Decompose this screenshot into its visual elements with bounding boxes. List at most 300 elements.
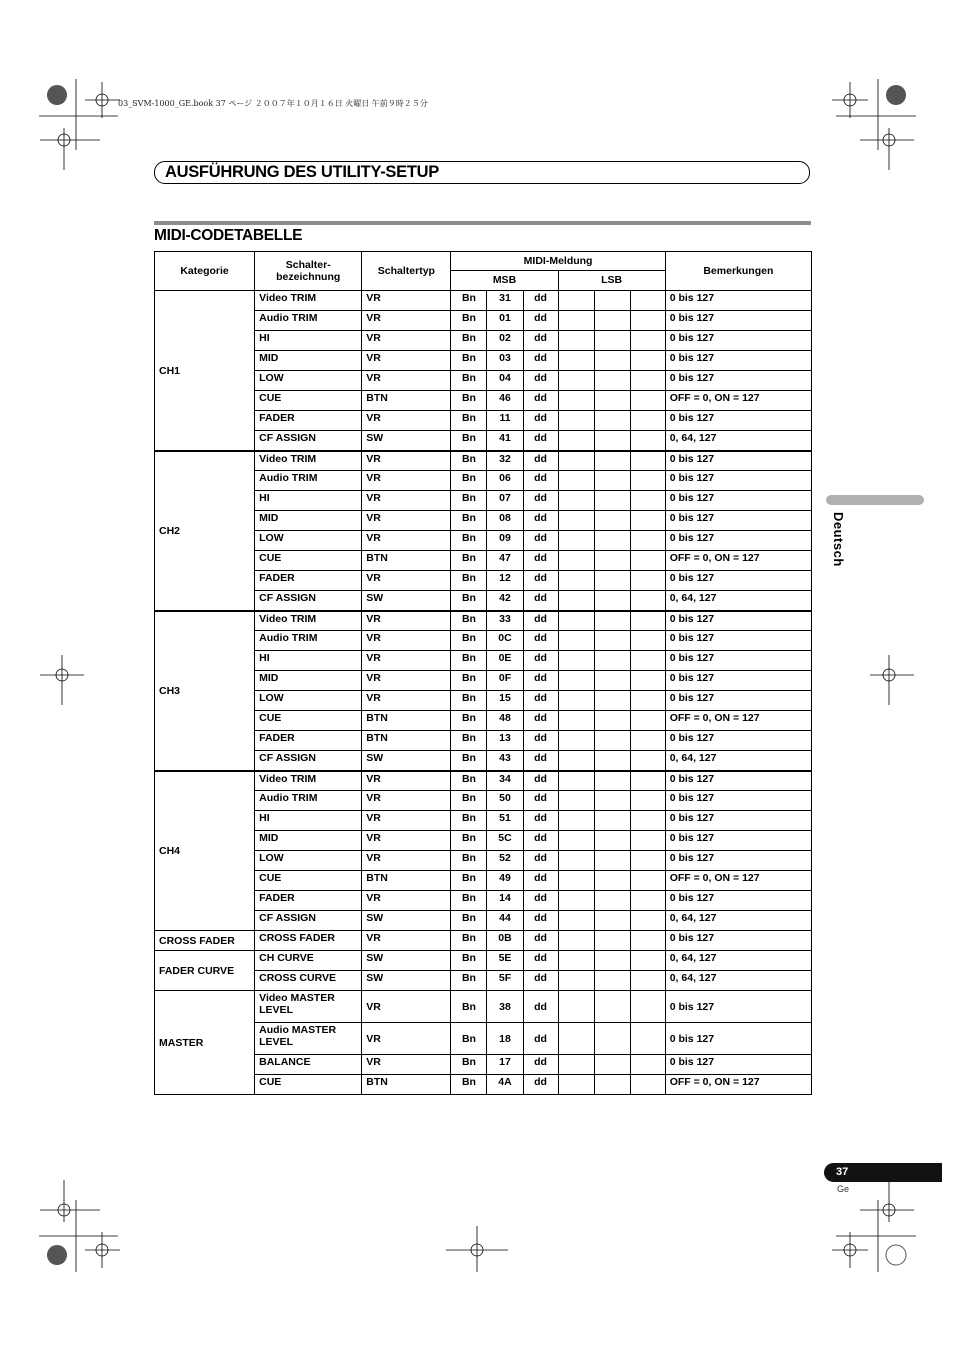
lsb-cell-1: [558, 911, 594, 931]
table-row: [155, 771, 812, 791]
msb-data-cell: dd: [523, 1055, 558, 1075]
lsb-cell-3: [630, 471, 665, 491]
remark-cell: 0 bis 127: [665, 531, 811, 551]
msb-code-cell: 48: [487, 711, 523, 731]
lsb-cell-3: [630, 1075, 665, 1095]
lsb-cell-2: [594, 451, 630, 471]
switch-type-cell: VR: [362, 851, 451, 871]
section-title: MIDI-CODETABELLE: [154, 227, 303, 244]
switch-type-cell: VR: [362, 351, 451, 371]
lsb-cell-1: [558, 411, 594, 431]
msb-data-cell: dd: [523, 571, 558, 591]
remark-cell: 0 bis 127: [665, 311, 811, 331]
msb-status-cell: Bn: [451, 371, 487, 391]
switch-type-cell: BTN: [362, 1075, 451, 1095]
switch-type-cell: SW: [362, 751, 451, 771]
remark-cell: 0 bis 127: [665, 511, 811, 531]
lsb-cell-2: [594, 991, 630, 1023]
lsb-cell-3: [630, 591, 665, 611]
msb-status-cell: Bn: [451, 1075, 487, 1095]
msb-data-cell: dd: [523, 311, 558, 331]
msb-code-cell: 5F: [487, 971, 523, 991]
msb-code-cell: 13: [487, 731, 523, 751]
lsb-cell-1: [558, 871, 594, 891]
msb-data-cell: dd: [523, 691, 558, 711]
msb-code-cell: 31: [487, 291, 523, 311]
msb-code-cell: 03: [487, 351, 523, 371]
switch-type-cell: VR: [362, 331, 451, 351]
lsb-cell-1: [558, 371, 594, 391]
msb-data-cell: dd: [523, 551, 558, 571]
msb-status-cell: Bn: [451, 691, 487, 711]
lsb-cell-1: [558, 471, 594, 491]
remark-cell: OFF = 0, ON = 127: [665, 871, 811, 891]
remark-cell: 0 bis 127: [665, 691, 811, 711]
msb-data-cell: dd: [523, 411, 558, 431]
lsb-cell-3: [630, 331, 665, 351]
lsb-cell-2: [594, 911, 630, 931]
msb-code-cell: 07: [487, 491, 523, 511]
switch-name-cell: CROSS FADER: [255, 931, 362, 951]
header-msb: MSB: [451, 271, 558, 291]
switch-name-cell: LOW: [255, 851, 362, 871]
lsb-cell-1: [558, 351, 594, 371]
msb-status-cell: Bn: [451, 831, 487, 851]
switch-name-cell: CUE: [255, 711, 362, 731]
msb-code-cell: 4A: [487, 1075, 523, 1095]
lsb-cell-3: [630, 871, 665, 891]
lsb-cell-1: [558, 891, 594, 911]
switch-name-cell: CH CURVE: [255, 951, 362, 971]
lsb-cell-2: [594, 471, 630, 491]
lsb-cell-1: [558, 851, 594, 871]
msb-code-cell: 09: [487, 531, 523, 551]
msb-data-cell: dd: [523, 951, 558, 971]
msb-code-cell: 0F: [487, 671, 523, 691]
remark-cell: 0 bis 127: [665, 991, 811, 1023]
msb-code-cell: 5C: [487, 831, 523, 851]
msb-status-cell: Bn: [451, 331, 487, 351]
category-cell: CH2: [155, 451, 255, 611]
table-body: [155, 291, 812, 1095]
lsb-cell-1: [558, 691, 594, 711]
remark-cell: OFF = 0, ON = 127: [665, 1075, 811, 1095]
switch-name-cell: CUE: [255, 1075, 362, 1095]
category-cell: CH3: [155, 611, 255, 771]
msb-status-cell: Bn: [451, 991, 487, 1023]
lsb-cell-3: [630, 651, 665, 671]
msb-code-cell: 33: [487, 611, 523, 631]
lsb-cell-1: [558, 391, 594, 411]
msb-status-cell: Bn: [451, 851, 487, 871]
lsb-cell-1: [558, 791, 594, 811]
remark-cell: 0 bis 127: [665, 611, 811, 631]
msb-code-cell: 18: [487, 1023, 523, 1055]
msb-code-cell: 08: [487, 511, 523, 531]
switch-type-cell: SW: [362, 971, 451, 991]
switch-name-cell: FADER: [255, 891, 362, 911]
switch-type-cell: VR: [362, 611, 451, 631]
lsb-cell-2: [594, 891, 630, 911]
switch-name-cell: LOW: [255, 691, 362, 711]
header-lsb: LSB: [558, 271, 665, 291]
msb-status-cell: Bn: [451, 931, 487, 951]
lsb-cell-1: [558, 311, 594, 331]
lsb-cell-3: [630, 391, 665, 411]
lsb-cell-2: [594, 331, 630, 351]
switch-name-cell: Audio MASTER LEVEL: [255, 1023, 362, 1055]
msb-status-cell: Bn: [451, 491, 487, 511]
switch-name-cell: FADER: [255, 571, 362, 591]
lsb-cell-3: [630, 571, 665, 591]
lsb-cell-3: [630, 831, 665, 851]
msb-status-cell: Bn: [451, 571, 487, 591]
lsb-cell-1: [558, 591, 594, 611]
switch-type-cell: VR: [362, 311, 451, 331]
remark-cell: 0 bis 127: [665, 851, 811, 871]
switch-name-cell: FADER: [255, 411, 362, 431]
msb-data-cell: dd: [523, 971, 558, 991]
switch-type-cell: BTN: [362, 711, 451, 731]
switch-type-cell: VR: [362, 491, 451, 511]
switch-name-cell: BALANCE: [255, 1055, 362, 1075]
table-row: [155, 991, 812, 1023]
table-row: [155, 451, 812, 471]
remark-cell: 0 bis 127: [665, 771, 811, 791]
switch-type-cell: SW: [362, 951, 451, 971]
remark-cell: 0 bis 127: [665, 471, 811, 491]
language-tab-bar: [826, 495, 924, 505]
msb-code-cell: 5E: [487, 951, 523, 971]
switch-type-cell: VR: [362, 511, 451, 531]
msb-data-cell: dd: [523, 491, 558, 511]
header-kategorie: Kategorie: [155, 252, 255, 291]
remark-cell: 0, 64, 127: [665, 911, 811, 931]
msb-status-cell: Bn: [451, 431, 487, 451]
msb-data-cell: dd: [523, 531, 558, 551]
msb-status-cell: Bn: [451, 891, 487, 911]
msb-data-cell: dd: [523, 711, 558, 731]
lsb-cell-1: [558, 811, 594, 831]
switch-name-cell: Video TRIM: [255, 291, 362, 311]
lsb-cell-1: [558, 1023, 594, 1055]
lsb-cell-3: [630, 611, 665, 631]
table-row: [155, 611, 812, 631]
msb-code-cell: 06: [487, 471, 523, 491]
msb-code-cell: 01: [487, 311, 523, 331]
lsb-cell-1: [558, 971, 594, 991]
lsb-cell-1: [558, 771, 594, 791]
switch-type-cell: SW: [362, 591, 451, 611]
remark-cell: 0 bis 127: [665, 631, 811, 651]
header-schalterbezeichnung: Schalter- bezeichnung: [255, 252, 362, 291]
msb-code-cell: 41: [487, 431, 523, 451]
switch-name-cell: HI: [255, 651, 362, 671]
lsb-cell-3: [630, 631, 665, 651]
switch-type-cell: VR: [362, 931, 451, 951]
category-cell: CH1: [155, 291, 255, 451]
lsb-cell-3: [630, 451, 665, 471]
lsb-cell-2: [594, 811, 630, 831]
remark-cell: 0 bis 127: [665, 671, 811, 691]
switch-type-cell: BTN: [362, 731, 451, 751]
remark-cell: 0, 64, 127: [665, 591, 811, 611]
page-number-tab: [824, 1163, 942, 1182]
remark-cell: 0 bis 127: [665, 831, 811, 851]
msb-status-cell: Bn: [451, 351, 487, 371]
lsb-cell-3: [630, 771, 665, 791]
msb-code-cell: 46: [487, 391, 523, 411]
msb-code-cell: 04: [487, 371, 523, 391]
msb-data-cell: dd: [523, 931, 558, 951]
lsb-cell-2: [594, 951, 630, 971]
lsb-cell-2: [594, 771, 630, 791]
category-cell: MASTER: [155, 991, 255, 1095]
lsb-cell-3: [630, 291, 665, 311]
switch-type-cell: VR: [362, 411, 451, 431]
lsb-cell-3: [630, 491, 665, 511]
category-cell: CH4: [155, 771, 255, 931]
msb-code-cell: 50: [487, 791, 523, 811]
msb-data-cell: dd: [523, 911, 558, 931]
switch-name-cell: Video TRIM: [255, 771, 362, 791]
msb-code-cell: 17: [487, 1055, 523, 1075]
msb-code-cell: 0C: [487, 631, 523, 651]
msb-data-cell: dd: [523, 731, 558, 751]
lsb-cell-1: [558, 511, 594, 531]
switch-name-cell: CUE: [255, 551, 362, 571]
switch-name-cell: HI: [255, 331, 362, 351]
remark-cell: 0 bis 127: [665, 891, 811, 911]
lsb-cell-2: [594, 971, 630, 991]
lsb-cell-2: [594, 751, 630, 771]
msb-data-cell: dd: [523, 351, 558, 371]
lsb-cell-3: [630, 531, 665, 551]
switch-name-cell: Video TRIM: [255, 611, 362, 631]
switch-type-cell: VR: [362, 1055, 451, 1075]
lsb-cell-3: [630, 411, 665, 431]
remark-cell: 0 bis 127: [665, 571, 811, 591]
lsb-cell-1: [558, 611, 594, 631]
switch-type-cell: VR: [362, 371, 451, 391]
msb-data-cell: dd: [523, 611, 558, 631]
msb-data-cell: dd: [523, 391, 558, 411]
msb-code-cell: 43: [487, 751, 523, 771]
msb-status-cell: Bn: [451, 311, 487, 331]
lsb-cell-2: [594, 571, 630, 591]
switch-type-cell: VR: [362, 571, 451, 591]
msb-data-cell: dd: [523, 631, 558, 651]
msb-status-cell: Bn: [451, 631, 487, 651]
lsb-cell-3: [630, 351, 665, 371]
msb-code-cell: 0E: [487, 651, 523, 671]
switch-type-cell: VR: [362, 291, 451, 311]
lsb-cell-3: [630, 1023, 665, 1055]
msb-code-cell: 34: [487, 771, 523, 791]
remark-cell: 0 bis 127: [665, 1023, 811, 1055]
msb-code-cell: 11: [487, 411, 523, 431]
switch-name-cell: Audio TRIM: [255, 631, 362, 651]
switch-name-cell: HI: [255, 491, 362, 511]
msb-data-cell: dd: [523, 891, 558, 911]
lsb-cell-3: [630, 731, 665, 751]
msb-status-cell: Bn: [451, 671, 487, 691]
remark-cell: 0 bis 127: [665, 411, 811, 431]
page-title: AUSFÜHRUNG DES UTILITY-SETUP: [165, 163, 439, 181]
lsb-cell-3: [630, 311, 665, 331]
msb-status-cell: Bn: [451, 651, 487, 671]
remark-cell: 0, 64, 127: [665, 971, 811, 991]
remark-cell: 0 bis 127: [665, 811, 811, 831]
switch-type-cell: BTN: [362, 391, 451, 411]
switch-name-cell: CUE: [255, 871, 362, 891]
page-title-box: [154, 161, 810, 184]
table-row: [155, 951, 812, 971]
lsb-cell-2: [594, 591, 630, 611]
msb-code-cell: 14: [487, 891, 523, 911]
lsb-cell-2: [594, 431, 630, 451]
lsb-cell-3: [630, 371, 665, 391]
lsb-cell-1: [558, 291, 594, 311]
lsb-cell-2: [594, 351, 630, 371]
msb-data-cell: dd: [523, 791, 558, 811]
remark-cell: 0 bis 127: [665, 931, 811, 951]
lsb-cell-1: [558, 1075, 594, 1095]
msb-data-cell: dd: [523, 291, 558, 311]
switch-name-cell: Audio TRIM: [255, 471, 362, 491]
remark-cell: 0 bis 127: [665, 1055, 811, 1075]
lsb-cell-3: [630, 751, 665, 771]
msb-status-cell: Bn: [451, 811, 487, 831]
header-midi-meldung: MIDI-Meldung: [451, 252, 665, 271]
lsb-cell-2: [594, 551, 630, 571]
switch-type-cell: VR: [362, 691, 451, 711]
midi-code-table: [154, 251, 812, 1095]
msb-data-cell: dd: [523, 771, 558, 791]
lsb-cell-3: [630, 951, 665, 971]
msb-status-cell: Bn: [451, 611, 487, 631]
switch-type-cell: BTN: [362, 551, 451, 571]
lsb-cell-1: [558, 751, 594, 771]
msb-data-cell: dd: [523, 671, 558, 691]
lsb-cell-1: [558, 571, 594, 591]
switch-type-cell: VR: [362, 471, 451, 491]
switch-name-cell: Audio TRIM: [255, 311, 362, 331]
msb-data-cell: dd: [523, 451, 558, 471]
lsb-cell-3: [630, 851, 665, 871]
switch-type-cell: VR: [362, 831, 451, 851]
remark-cell: 0, 64, 127: [665, 431, 811, 451]
remark-cell: 0 bis 127: [665, 491, 811, 511]
lsb-cell-2: [594, 931, 630, 951]
switch-name-cell: Video TRIM: [255, 451, 362, 471]
lsb-cell-2: [594, 1055, 630, 1075]
lsb-cell-2: [594, 611, 630, 631]
lsb-cell-1: [558, 991, 594, 1023]
lsb-cell-2: [594, 411, 630, 431]
msb-status-cell: Bn: [451, 971, 487, 991]
msb-data-cell: dd: [523, 471, 558, 491]
category-cell: CROSS FADER: [155, 931, 255, 951]
remark-cell: OFF = 0, ON = 127: [665, 391, 811, 411]
remark-cell: 0, 64, 127: [665, 951, 811, 971]
msb-code-cell: 52: [487, 851, 523, 871]
switch-name-cell: MID: [255, 671, 362, 691]
header-bemerkungen: Bemerkungen: [665, 252, 811, 291]
msb-code-cell: 15: [487, 691, 523, 711]
switch-type-cell: VR: [362, 991, 451, 1023]
lsb-cell-3: [630, 431, 665, 451]
msb-code-cell: 42: [487, 591, 523, 611]
switch-type-cell: VR: [362, 891, 451, 911]
switch-type-cell: VR: [362, 791, 451, 811]
lsb-cell-3: [630, 911, 665, 931]
switch-name-cell: CF ASSIGN: [255, 591, 362, 611]
lsb-cell-3: [630, 931, 665, 951]
msb-data-cell: dd: [523, 811, 558, 831]
switch-name-cell: CROSS CURVE: [255, 971, 362, 991]
switch-name-cell: MID: [255, 511, 362, 531]
msb-status-cell: Bn: [451, 771, 487, 791]
msb-data-cell: dd: [523, 651, 558, 671]
switch-name-cell: Video MASTER LEVEL: [255, 991, 362, 1023]
remark-cell: 0 bis 127: [665, 731, 811, 751]
switch-type-cell: VR: [362, 811, 451, 831]
lsb-cell-3: [630, 971, 665, 991]
lsb-cell-2: [594, 531, 630, 551]
msb-status-cell: Bn: [451, 911, 487, 931]
switch-type-cell: SW: [362, 431, 451, 451]
remark-cell: 0, 64, 127: [665, 751, 811, 771]
switch-type-cell: VR: [362, 671, 451, 691]
print-header: 03_SVM-1000_GE.book 37 ページ ２００７年１０月１６日 火曜日 午前９時２５分: [118, 99, 428, 108]
msb-data-cell: dd: [523, 991, 558, 1023]
lsb-cell-2: [594, 1023, 630, 1055]
lsb-cell-2: [594, 651, 630, 671]
page-language-code: Ge: [837, 1184, 850, 1194]
msb-status-cell: Bn: [451, 1055, 487, 1075]
msb-status-cell: Bn: [451, 391, 487, 411]
lsb-cell-3: [630, 671, 665, 691]
msb-data-cell: dd: [523, 591, 558, 611]
switch-type-cell: VR: [362, 771, 451, 791]
lsb-cell-1: [558, 651, 594, 671]
section-divider: [154, 221, 811, 225]
msb-code-cell: 51: [487, 811, 523, 831]
switch-name-cell: CF ASSIGN: [255, 431, 362, 451]
lsb-cell-1: [558, 951, 594, 971]
switch-type-cell: VR: [362, 531, 451, 551]
msb-status-cell: Bn: [451, 511, 487, 531]
remark-cell: 0 bis 127: [665, 451, 811, 471]
switch-type-cell: BTN: [362, 871, 451, 891]
msb-status-cell: Bn: [451, 291, 487, 311]
switch-name-cell: CF ASSIGN: [255, 911, 362, 931]
switch-name-cell: FADER: [255, 731, 362, 751]
switch-name-cell: LOW: [255, 531, 362, 551]
lsb-cell-2: [594, 311, 630, 331]
lsb-cell-1: [558, 631, 594, 651]
lsb-cell-3: [630, 891, 665, 911]
lsb-cell-3: [630, 811, 665, 831]
lsb-cell-2: [594, 291, 630, 311]
msb-status-cell: Bn: [451, 711, 487, 731]
remark-cell: OFF = 0, ON = 127: [665, 551, 811, 571]
lsb-cell-1: [558, 551, 594, 571]
msb-code-cell: 02: [487, 331, 523, 351]
table-row: [155, 291, 812, 311]
msb-status-cell: Bn: [451, 531, 487, 551]
